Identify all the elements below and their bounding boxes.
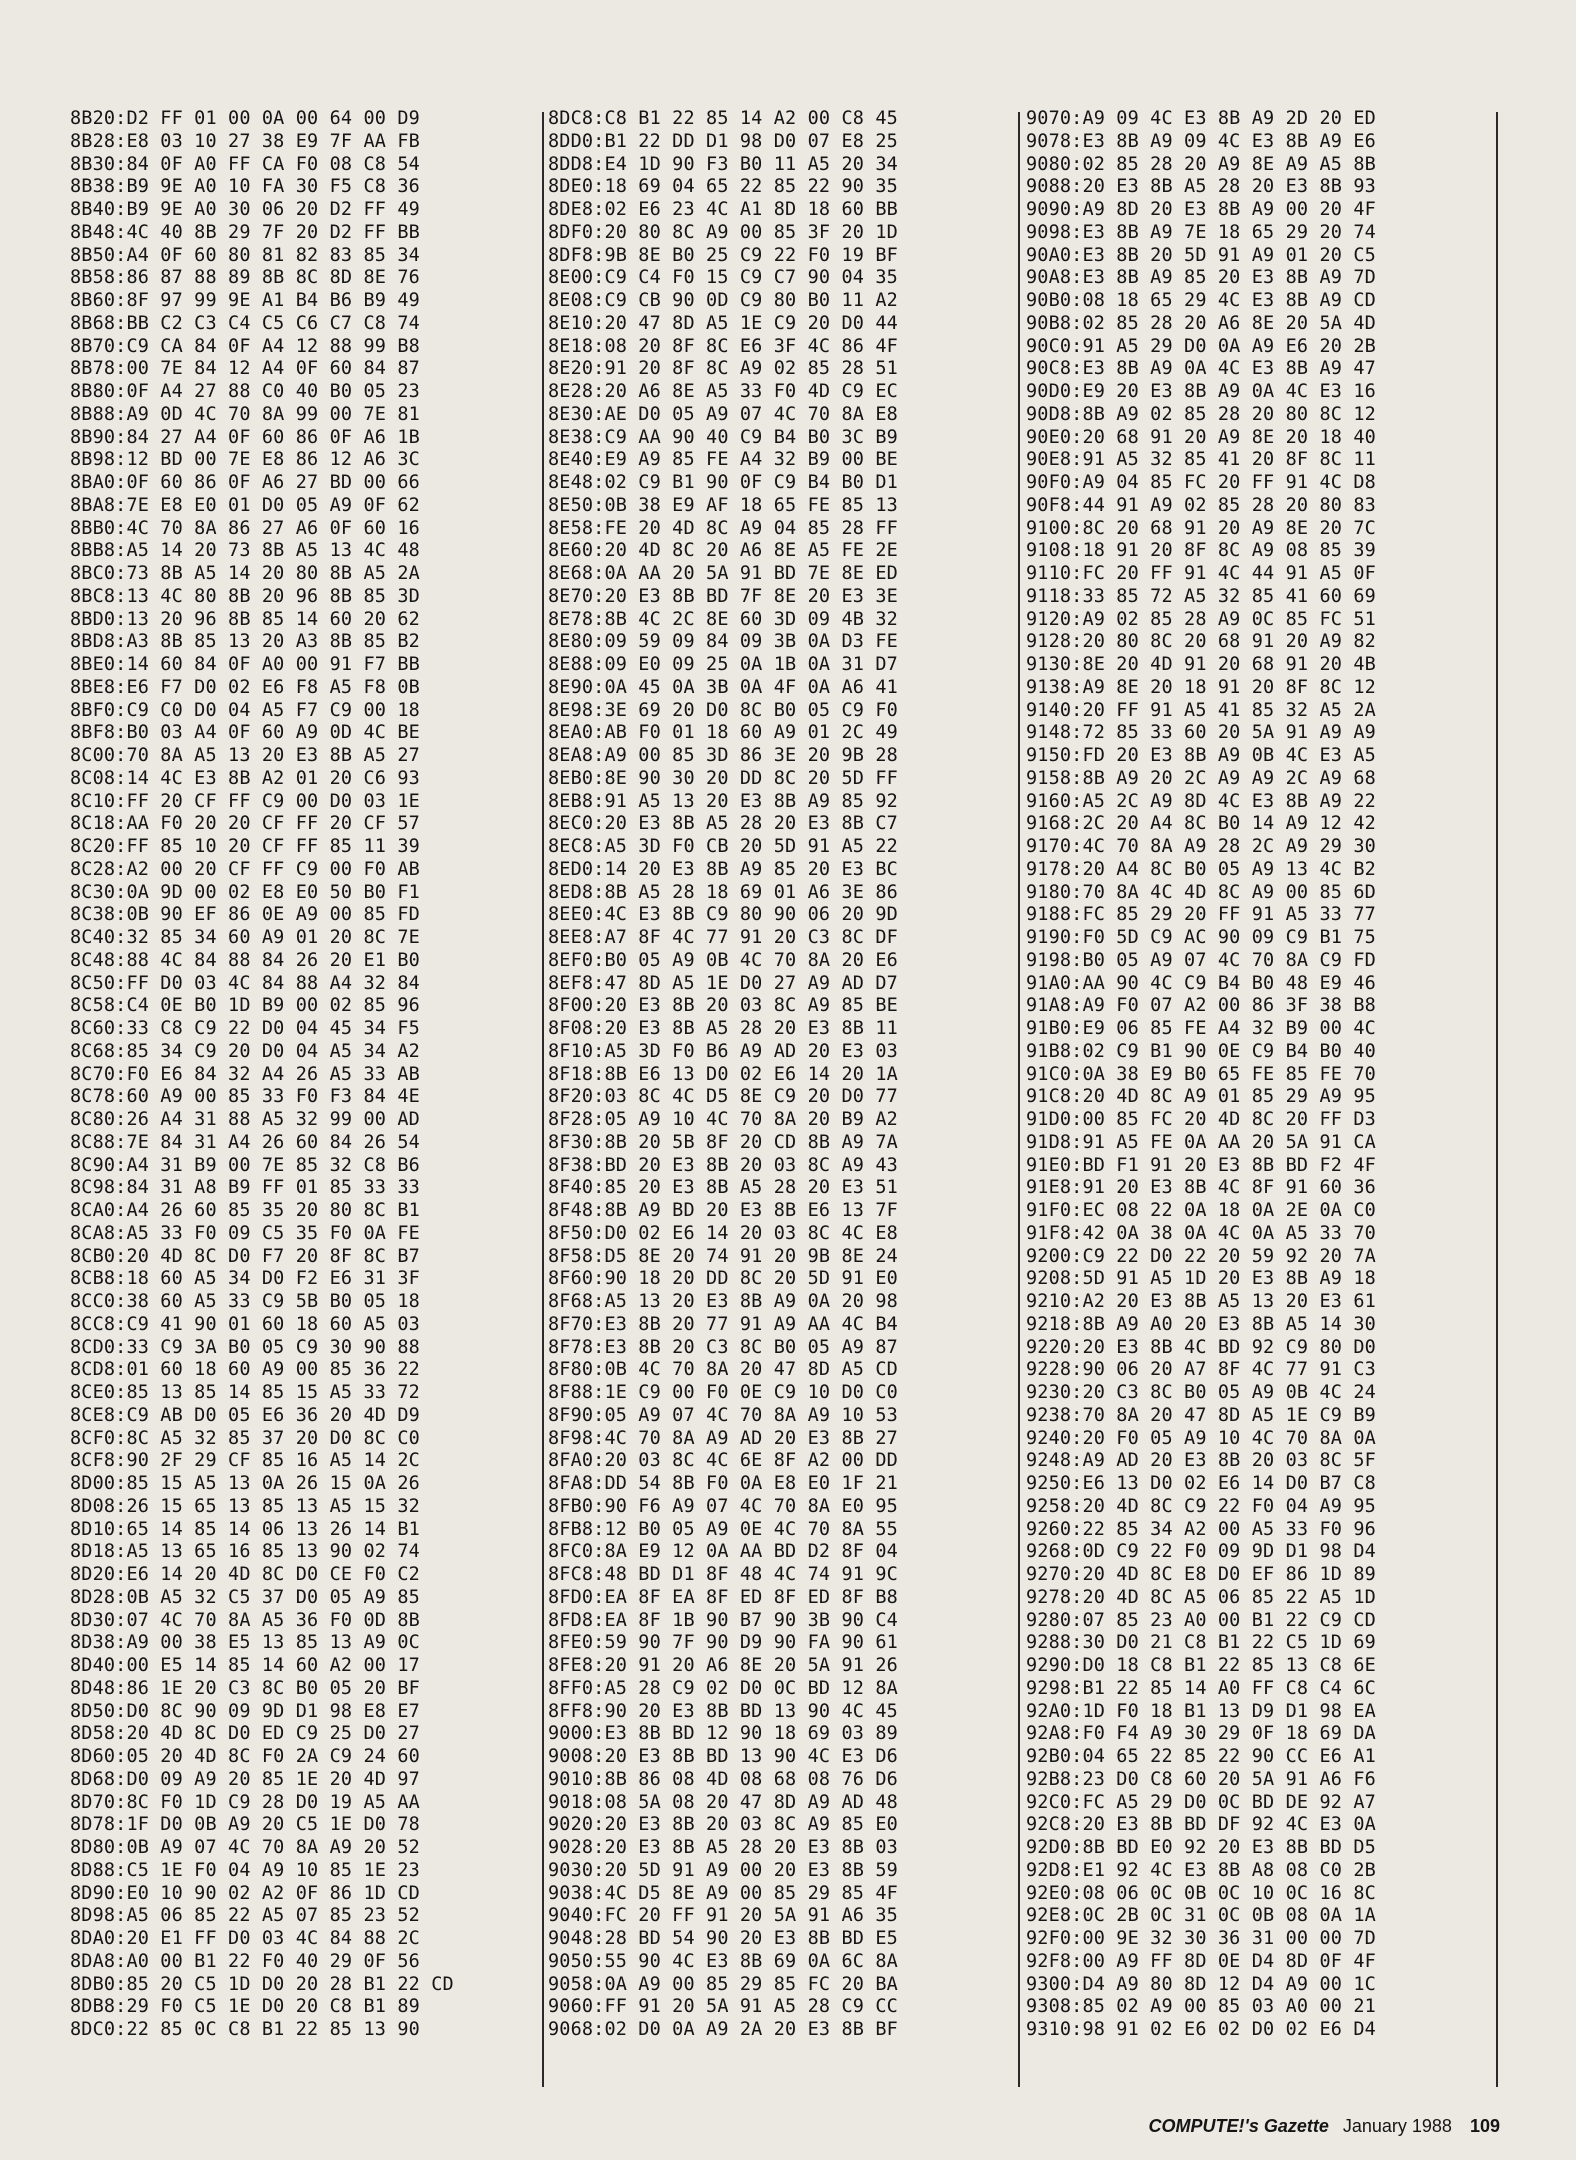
listing-line: 8B70:C9 CA 84 0F A4 12 88 99 B8 (70, 335, 420, 357)
listing-line: 8CE0:85 13 85 14 85 15 A5 33 72 (70, 1382, 420, 1403)
listing-line: 92A8:F0 F4 A9 30 29 0F 18 69 DA (1026, 1723, 1376, 1745)
listing-line: 9218:8B A9 A0 20 E3 8B A5 14 30 (1026, 1313, 1376, 1335)
listing-line: 8E38:C9 AA 90 40 C9 B4 B0 3C B9 (548, 426, 898, 448)
listing-line: 9310:98 91 02 E6 02 D0 02 E6 D4 (1026, 2019, 1376, 2040)
listing-line: 8EF0:B0 05 A9 0B 4C 70 8A 20 E6 (548, 949, 898, 971)
listing-line: 9260:22 85 34 A2 00 A5 33 F0 96 (1026, 1518, 1376, 1540)
listing-line: 8C68:85 34 C9 20 D0 04 A5 34 A2 (70, 1040, 420, 1062)
listing-line: 9120:A9 02 85 28 A9 0C 85 FC 51 (1026, 608, 1376, 630)
listing-line: 8E80:09 59 09 84 09 3B 0A D3 FE (548, 631, 898, 653)
listing-line: 8DA8:A0 00 B1 22 F0 40 29 0F 56 (70, 1950, 420, 1972)
listing-line: 8D80:0B A9 07 4C 70 8A A9 20 52 (70, 1837, 420, 1858)
listing-line: 92A0:1D F0 18 B1 13 D9 D1 98 EA (1026, 1700, 1376, 1722)
listing-line: 8E18:08 20 8F 8C E6 3F 4C 86 4F (548, 335, 898, 357)
listing-line: 9188:FC 85 29 20 FF 91 A5 33 77 (1026, 904, 1376, 926)
listing-line: 8B40:B9 9E A0 30 06 20 D2 FF 49 (70, 199, 420, 220)
listing-line: 8EF8:47 8D A5 1E D0 27 A9 AD D7 (548, 972, 898, 994)
listing-line: 8CA8:A5 33 F0 09 C5 35 F0 0A FE (70, 1222, 420, 1244)
listing-line: 9050:55 90 4C E3 8B 69 0A 6C 8A (548, 1950, 898, 1972)
listing-line: 8C60:33 C8 C9 22 D0 04 45 34 F5 (70, 1018, 420, 1039)
listing-line: 8FB8:12 B0 05 A9 0E 4C 70 8A 55 (548, 1518, 898, 1540)
listing-line: 8DB8:29 F0 C5 1E D0 20 C8 B1 89 (70, 1996, 420, 2018)
listing-line: 9180:70 8A 4C 4D 8C A9 00 85 6D (1026, 881, 1376, 903)
listing-line: 8F68:A5 13 20 E3 8B A9 0A 20 98 (548, 1291, 898, 1312)
column-divider (1018, 112, 1020, 2087)
listing-line: 8DD8:E4 1D 90 F3 B0 11 A5 20 34 (548, 153, 898, 175)
listing-line: 8CB0:20 4D 8C D0 F7 20 8F 8C B7 (70, 1245, 420, 1267)
listing-line: 9300:D4 A9 80 8D 12 D4 A9 00 1C (1026, 1973, 1376, 1995)
listing-line: 8B20:D2 FF 01 00 0A 00 64 00 D9 (70, 108, 420, 129)
listing-line: 91E8:91 20 E3 8B 4C 8F 91 60 36 (1026, 1177, 1376, 1199)
listing-line: 8C00:70 8A A5 13 20 E3 8B A5 27 (70, 745, 420, 766)
listing-line: 8EE8:A7 8F 4C 77 91 20 C3 8C DF (548, 927, 898, 948)
listing-line: 8CF0:8C A5 32 85 37 20 D0 8C C0 (70, 1427, 420, 1449)
listing-line: 8FF0:A5 28 C9 02 D0 0C BD 12 8A (548, 1677, 898, 1699)
listing-line: 9080:02 85 28 20 A9 8E A9 A5 8B (1026, 153, 1376, 175)
listing-line: 90D0:E9 20 E3 8B A9 0A 4C E3 16 (1026, 381, 1376, 402)
listing-line: 8EC0:20 E3 8B A5 28 20 E3 8B C7 (548, 813, 898, 835)
listing-line: 8BE0:14 60 84 0F A0 00 91 F7 BB (70, 654, 420, 675)
listing-line: 9068:02 D0 0A A9 2A 20 E3 8B BF (548, 2019, 898, 2040)
listing-line: 92B8:23 D0 C8 60 20 5A 91 A6 F6 (1026, 1768, 1376, 1790)
listing-line: 9090:A9 8D 20 E3 8B A9 00 20 4F (1026, 199, 1376, 220)
listing-line: 8BA0:0F 60 86 0F A6 27 BD 00 66 (70, 472, 420, 493)
listing-line: 8F38:BD 20 E3 8B 20 03 8C A9 43 (548, 1154, 898, 1176)
listing-line: 92E8:0C 2B 0C 31 0C 0B 08 0A 1A (1026, 1905, 1376, 1927)
listing-line: 9190:F0 5D C9 AC 90 09 C9 B1 75 (1026, 927, 1376, 948)
listing-line: 9058:0A A9 00 85 29 85 FC 20 BA (548, 1973, 898, 1995)
listing-line: 8F98:4C 70 8A A9 AD 20 E3 8B 27 (548, 1427, 898, 1449)
listing-line: 8EC8:A5 3D F0 CB 20 5D 91 A5 22 (548, 836, 898, 857)
listing-line: 8EB0:8E 90 30 20 DD 8C 20 5D FF (548, 767, 898, 789)
listing-line: 8D58:20 4D 8C D0 ED C9 25 D0 27 (70, 1723, 420, 1745)
listing-line: 8E10:20 47 8D A5 1E C9 20 D0 44 (548, 312, 898, 334)
listing-line: 9158:8B A9 20 2C A9 A9 2C A9 68 (1026, 767, 1376, 789)
listing-line: 8C78:60 A9 00 85 33 F0 F3 84 4E (70, 1086, 420, 1108)
listing-line: 9148:72 85 33 60 20 5A 91 A9 A9 (1026, 722, 1376, 744)
listing-line: 8E48:02 C9 B1 90 0F C9 B4 B0 D1 (548, 472, 898, 493)
listing-line: 8F88:1E C9 00 F0 0E C9 10 D0 C0 (548, 1382, 898, 1403)
listing-line: 92C0:FC A5 29 D0 0C BD DE 92 A7 (1026, 1791, 1376, 1813)
listing-line: 8EA8:A9 00 85 3D 86 3E 20 9B 28 (548, 745, 898, 766)
listing-line: 8E40:E9 A9 85 FE A4 32 B9 00 BE (548, 449, 898, 471)
listing-line: 8DE0:18 69 04 65 22 85 22 90 35 (548, 176, 898, 198)
listing-line: 92E0:08 06 0C 0B 0C 10 0C 16 8C (1026, 1882, 1376, 1904)
listing-line: 9140:20 FF 91 A5 41 85 32 A5 2A (1026, 699, 1376, 721)
listing-line: 8E70:20 E3 8B BD 7F 8E 20 E3 3E (548, 585, 898, 607)
listing-line: 8C70:F0 E6 84 32 A4 26 A5 33 AB (70, 1063, 420, 1085)
listing-line: 9118:33 85 72 A5 32 85 41 60 69 (1026, 585, 1376, 607)
listing-line: 91B8:02 C9 B1 90 0E C9 B4 B0 40 (1026, 1040, 1376, 1062)
listing-line: 8D00:85 15 A5 13 0A 26 15 0A 26 (70, 1473, 420, 1494)
listing-line: 8BB8:A5 14 20 73 8B A5 13 4C 48 (70, 540, 420, 562)
listing-line: 8CB8:18 60 A5 34 D0 F2 E6 31 3F (70, 1268, 420, 1290)
listing-line: 9178:20 A4 8C B0 05 A9 13 4C B2 (1026, 858, 1376, 880)
listing-line: 8FB0:90 F6 A9 07 4C 70 8A E0 95 (548, 1495, 898, 1517)
listing-line: 9290:D0 18 C8 B1 22 85 13 C8 6E (1026, 1655, 1376, 1676)
listing-line: 8F60:90 18 20 DD 8C 20 5D 91 E0 (548, 1268, 898, 1290)
listing-line: 8E98:3E 69 20 D0 8C B0 05 C9 F0 (548, 699, 898, 721)
listing-line: 9230:20 C3 8C B0 05 A9 0B 4C 24 (1026, 1382, 1376, 1403)
listing-line: 8BC8:13 4C 80 8B 20 96 8B 85 3D (70, 585, 420, 607)
listing-line: 9258:20 4D 8C C9 22 F0 04 A9 95 (1026, 1495, 1376, 1517)
listing-line: 8F18:8B E6 13 D0 02 E6 14 20 1A (548, 1063, 898, 1085)
listing-line: 8FC0:8A E9 12 0A AA BD D2 8F 04 (548, 1541, 898, 1563)
listing-line: 8BB0:4C 70 8A 86 27 A6 0F 60 16 (70, 517, 420, 539)
listing-line: 8C30:0A 9D 00 02 E8 E0 50 B0 F1 (70, 881, 420, 903)
listing-column-1 (70, 108, 540, 2088)
listing-line: 9138:A9 8E 20 18 91 20 8F 8C 12 (1026, 676, 1376, 698)
listing-line: 90E0:20 68 91 20 A9 8E 20 18 40 (1026, 426, 1376, 448)
listing-line: 8FE8:20 91 20 A6 8E 20 5A 91 26 (548, 1655, 898, 1676)
listing-line: 8DA0:20 E1 FF D0 03 4C 84 88 2C (70, 1928, 420, 1949)
listing-line: 8BD0:13 20 96 8B 85 14 60 20 62 (70, 608, 420, 630)
issue-date: January 1988 (1342, 2116, 1452, 2136)
listing-line: 9250:E6 13 D0 02 E6 14 D0 B7 C8 (1026, 1473, 1376, 1494)
listing-line: 8B80:0F A4 27 88 C0 40 B0 05 23 (70, 381, 420, 402)
listing-line: 8B50:A4 0F 60 80 81 82 83 85 34 (70, 244, 420, 266)
listing-line: 90B0:08 18 65 29 4C E3 8B A9 CD (1026, 290, 1376, 311)
listing-line: 9240:20 F0 05 A9 10 4C 70 8A 0A (1026, 1427, 1376, 1449)
listing-line: 8D50:D0 8C 90 09 9D D1 98 E8 E7 (70, 1700, 420, 1722)
listing-line: 90A8:E3 8B A9 85 20 E3 8B A9 7D (1026, 267, 1376, 289)
listing-line: 91F8:42 0A 38 0A 4C 0A A5 33 70 (1026, 1222, 1376, 1244)
listing-line: 8B98:12 BD 00 7E E8 86 12 A6 3C (70, 449, 420, 471)
listing-line: 8D90:E0 10 90 02 A2 0F 86 1D CD (70, 1882, 420, 1904)
listing-column-3 (1026, 108, 1496, 2088)
listing-line: 8C28:A2 00 20 CF FF C9 00 F0 AB (70, 858, 420, 880)
listing-line: 8F10:A5 3D F0 B6 A9 AD 20 E3 03 (548, 1040, 898, 1062)
listing-line: 9150:FD 20 E3 8B A9 0B 4C E3 A5 (1026, 745, 1376, 766)
listing-line: 90E8:91 A5 32 85 41 20 8F 8C 11 (1026, 449, 1376, 471)
listing-line: 8C48:88 4C 84 88 84 26 20 E1 B0 (70, 949, 420, 971)
listing-line: 8D60:05 20 4D 8C F0 2A C9 24 60 (70, 1746, 420, 1767)
listing-line: 8F50:D0 02 E6 14 20 03 8C 4C E8 (548, 1222, 898, 1244)
listing-line: 9008:20 E3 8B BD 13 90 4C E3 D6 (548, 1746, 898, 1767)
listing-line: 9298:B1 22 85 14 A0 FF C8 C4 6C (1026, 1677, 1376, 1699)
listing-line: 8B78:00 7E 84 12 A4 0F 60 84 87 (70, 358, 420, 380)
listing-line: 8F20:03 8C 4C D5 8E C9 20 D0 77 (548, 1086, 898, 1108)
listing-line: 91F0:EC 08 22 0A 18 0A 2E 0A C0 (1026, 1200, 1376, 1221)
listing-line: 9098:E3 8B A9 7E 18 65 29 20 74 (1026, 221, 1376, 243)
listing-line: 8BF8:B0 03 A4 0F 60 A9 0D 4C BE (70, 722, 420, 744)
listing-line: 8DF8:9B 8E B0 25 C9 22 F0 19 BF (548, 244, 898, 266)
listing-line: 8B30:84 0F A0 FF CA F0 08 C8 54 (70, 153, 420, 175)
listing-line: 8B38:B9 9E A0 10 FA 30 F5 C8 36 (70, 176, 420, 198)
listing-line: 8B60:8F 97 99 9E A1 B4 B6 B9 49 (70, 290, 420, 311)
listing-line: 8C40:32 85 34 60 A9 01 20 8C 7E (70, 927, 420, 948)
listing-line: 9010:8B 86 08 4D 08 68 08 76 D6 (548, 1768, 898, 1790)
listing-line: 8BF0:C9 C0 D0 04 A5 F7 C9 00 18 (70, 699, 420, 721)
listing-line: 8CD8:01 60 18 60 A9 00 85 36 22 (70, 1359, 420, 1381)
listing-line: 92F8:00 A9 FF 8D 0E D4 8D 0F 4F (1026, 1950, 1376, 1972)
listing-line: 8D18:A5 13 65 16 85 13 90 02 74 (70, 1541, 420, 1563)
listing-line: 8D20:E6 14 20 4D 8C D0 CE F0 C2 (70, 1564, 420, 1585)
listing-line: 8FC8:48 BD D1 8F 48 4C 74 91 9C (548, 1564, 898, 1585)
listing-line: 9000:E3 8B BD 12 90 18 69 03 89 (548, 1723, 898, 1745)
listing-line: 9028:20 E3 8B A5 28 20 E3 8B 03 (548, 1837, 898, 1858)
listing-line: 8F90:05 A9 07 4C 70 8A A9 10 53 (548, 1404, 898, 1426)
listing-line: 8D98:A5 06 85 22 A5 07 85 23 52 (70, 1905, 420, 1927)
listing-line: 9040:FC 20 FF 91 20 5A 91 A6 35 (548, 1905, 898, 1927)
listing-line: 8F08:20 E3 8B A5 28 20 E3 8B 11 (548, 1018, 898, 1039)
listing-line: 90C0:91 A5 29 D0 0A A9 E6 20 2B (1026, 335, 1376, 357)
listing-line: 8C98:84 31 A8 B9 FF 01 85 33 33 (70, 1177, 420, 1199)
listing-line: 8D78:1F D0 0B A9 20 C5 1E D0 78 (70, 1814, 420, 1836)
listing-line: 91D8:91 A5 FE 0A AA 20 5A 91 CA (1026, 1131, 1376, 1153)
listing-line: 91A0:AA 90 4C C9 B4 B0 48 E9 46 (1026, 972, 1376, 994)
listing-line: 9038:4C D5 8E A9 00 85 29 85 4F (548, 1882, 898, 1904)
listing-line: 9210:A2 20 E3 8B A5 13 20 E3 61 (1026, 1291, 1376, 1312)
listing-line: 9100:8C 20 68 91 20 A9 8E 20 7C (1026, 517, 1376, 539)
listing-line: 8E88:09 E0 09 25 0A 1B 0A 31 D7 (548, 654, 898, 675)
listing-line: 9110:FC 20 FF 91 4C 44 91 A5 0F (1026, 563, 1376, 584)
listing-line: 8C90:A4 31 B9 00 7E 85 32 C8 B6 (70, 1154, 420, 1176)
listing-line: 90B8:02 85 28 20 A6 8E 20 5A 4D (1026, 312, 1376, 334)
listing-line: 8D88:C5 1E F0 04 A9 10 85 1E 23 (70, 1859, 420, 1881)
listing-line: 8C18:AA F0 20 20 CF FF 20 CF 57 (70, 813, 420, 835)
listing-line: 8D48:86 1E 20 C3 8C B0 05 20 BF (70, 1677, 420, 1699)
page-number: 109 (1469, 2116, 1500, 2136)
listing-line: 8D10:65 14 85 14 06 13 26 14 B1 (70, 1518, 420, 1540)
listing-line: 92D8:E1 92 4C E3 8B A8 08 C0 2B (1026, 1859, 1376, 1881)
listing-line: 8BA8:7E E8 E0 01 D0 05 A9 0F 62 (70, 494, 420, 516)
listing-line: 8D70:8C F0 1D C9 28 D0 19 A5 AA (70, 1791, 420, 1813)
column-divider (542, 112, 544, 2087)
listing-line: 8F30:8B 20 5B 8F 20 CD 8B A9 7A (548, 1131, 898, 1153)
listing-line: 8E90:0A 45 0A 3B 0A 4F 0A A6 41 (548, 676, 898, 698)
listing-line: 9108:18 91 20 8F 8C A9 08 85 39 (1026, 540, 1376, 562)
listing-line: 9278:20 4D 8C A5 06 85 22 A5 1D (1026, 1586, 1376, 1608)
listing-line: 8C20:FF 85 10 20 CF FF 85 11 39 (70, 836, 420, 857)
listing-line: 92C8:20 E3 8B BD DF 92 4C E3 0A (1026, 1814, 1376, 1836)
listing-line: 90D8:8B A9 02 85 28 20 80 8C 12 (1026, 403, 1376, 425)
listing-line: 8DC0:22 85 0C C8 B1 22 85 13 90 (70, 2019, 420, 2040)
listing-line: 8D38:A9 00 38 E5 13 85 13 A9 0C (70, 1632, 420, 1654)
listing-line: 91B0:E9 06 85 FE A4 32 B9 00 4C (1026, 1018, 1376, 1039)
listing-line: 92D0:8B BD E0 92 20 E3 8B BD D5 (1026, 1837, 1376, 1858)
listing-line: 8B28:E8 03 10 27 38 E9 7F AA FB (70, 130, 420, 152)
listing-line: 90C8:E3 8B A9 0A 4C E3 8B A9 47 (1026, 358, 1376, 380)
listing-line: 91C0:0A 38 E9 B0 65 FE 85 FE 70 (1026, 1063, 1376, 1085)
listing-line: 8FD0:EA 8F EA 8F ED 8F ED 8F B8 (548, 1586, 898, 1608)
listing-line: 9198:B0 05 A9 07 4C 70 8A C9 FD (1026, 949, 1376, 971)
listing-column-2 (548, 108, 1018, 2088)
listing-line: 8D68:D0 09 A9 20 85 1E 20 4D 97 (70, 1768, 420, 1790)
listing-line: 9288:30 D0 21 C8 B1 22 C5 1D 69 (1026, 1632, 1376, 1654)
listing-line: 8F00:20 E3 8B 20 03 8C A9 85 BE (548, 995, 898, 1017)
listing-line: 8CC8:C9 41 90 01 60 18 60 A5 03 (70, 1313, 420, 1335)
listing-line: 8ED0:14 20 E3 8B A9 85 20 E3 BC (548, 858, 898, 880)
listing-line: 8E50:0B 38 E9 AF 18 65 FE 85 13 (548, 494, 898, 516)
listing-line: 8B90:84 27 A4 0F 60 86 0F A6 1B (70, 426, 420, 448)
listing-line: 8FE0:59 90 7F 90 D9 90 FA 90 61 (548, 1632, 898, 1654)
listing-line: 9280:07 85 23 A0 00 B1 22 C9 CD (1026, 1609, 1376, 1631)
listing-line: 9018:08 5A 08 20 47 8D A9 AD 48 (548, 1791, 898, 1813)
magazine-title: COMPUTE!'s Gazette (1148, 2116, 1329, 2136)
listing-line: 8DB0:85 20 C5 1D D0 20 28 B1 22 CD (70, 1973, 454, 1995)
listing-line: 8F80:0B 4C 70 8A 20 47 8D A5 CD (548, 1359, 898, 1381)
listing-line: 9238:70 8A 20 47 8D A5 1E C9 B9 (1026, 1404, 1376, 1426)
listing-line: 8DE8:02 E6 23 4C A1 8D 18 60 BB (548, 199, 898, 220)
listing-line: 8C08:14 4C E3 8B A2 01 20 C6 93 (70, 767, 420, 789)
listing-line: 9308:85 02 A9 00 85 03 A0 00 21 (1026, 1996, 1376, 2018)
listing-line: 8C88:7E 84 31 A4 26 60 84 26 54 (70, 1131, 420, 1153)
listing-line: 8B88:A9 0D 4C 70 8A 99 00 7E 81 (70, 403, 420, 425)
listing-line: 8CF8:90 2F 29 CF 85 16 A5 14 2C (70, 1450, 420, 1472)
listing-line: 8F28:05 A9 10 4C 70 8A 20 B9 A2 (548, 1109, 898, 1130)
listing-line: 8EA0:AB F0 01 18 60 A9 01 2C 49 (548, 722, 898, 744)
listing-line: 91A8:A9 F0 07 A2 00 86 3F 38 B8 (1026, 995, 1376, 1017)
listing-line: 9078:E3 8B A9 09 4C E3 8B A9 E6 (1026, 130, 1376, 152)
listing-line: 8ED8:8B A5 28 18 69 01 A6 3E 86 (548, 881, 898, 903)
listing-line: 8DC8:C8 B1 22 85 14 A2 00 C8 45 (548, 108, 898, 129)
listing-line: 8C10:FF 20 CF FF C9 00 D0 03 1E (70, 790, 420, 812)
listing-line: 8CC0:38 60 A5 33 C9 5B B0 05 18 (70, 1291, 420, 1312)
listing-line: 8FA0:20 03 8C 4C 6E 8F A2 00 DD (548, 1450, 898, 1472)
listing-line: 9208:5D 91 A5 1D 20 E3 8B A9 18 (1026, 1268, 1376, 1290)
listing-line: 9200:C9 22 D0 22 20 59 92 20 7A (1026, 1245, 1376, 1267)
listing-line: 8CD0:33 C9 3A B0 05 C9 30 90 88 (70, 1336, 420, 1358)
listing-line: 9170:4C 70 8A A9 28 2C A9 29 30 (1026, 836, 1376, 857)
listing-line: 9030:20 5D 91 A9 00 20 E3 8B 59 (548, 1859, 898, 1881)
listing-line: 92F0:00 9E 32 30 36 31 00 00 7D (1026, 1928, 1376, 1949)
listing-line: 9060:FF 91 20 5A 91 A5 28 C9 CC (548, 1996, 898, 2018)
listing-line: 8E68:0A AA 20 5A 91 BD 7E 8E ED (548, 563, 898, 584)
page-footer (1020, 2110, 1500, 2142)
listing-line: 91E0:BD F1 91 20 E3 8B BD F2 4F (1026, 1154, 1376, 1176)
listing-line: 8C58:C4 0E B0 1D B9 00 02 85 96 (70, 995, 420, 1017)
listing-line: 8B48:4C 40 8B 29 7F 20 D2 FF BB (70, 221, 420, 243)
listing-line: 8E08:C9 CB 90 0D C9 80 B0 11 A2 (548, 290, 898, 311)
listing-line: 8E60:20 4D 8C 20 A6 8E A5 FE 2E (548, 540, 898, 562)
listing-line: 9128:20 80 8C 20 68 91 20 A9 82 (1026, 631, 1376, 653)
listing-line: 9248:A9 AD 20 E3 8B 20 03 8C 5F (1026, 1450, 1376, 1472)
column-divider (1496, 112, 1498, 2087)
listing-line: 8D28:0B A5 32 C5 37 D0 05 A9 85 (70, 1586, 420, 1608)
listing-line: 9160:A5 2C A9 8D 4C E3 8B A9 22 (1026, 790, 1376, 812)
listing-line: 9220:20 E3 8B 4C BD 92 C9 80 D0 (1026, 1336, 1376, 1358)
listing-line: 91C8:20 4D 8C A9 01 85 29 A9 95 (1026, 1086, 1376, 1108)
listing-line: 8BD8:A3 8B 85 13 20 A3 8B 85 B2 (70, 631, 420, 653)
listing-line: 8D30:07 4C 70 8A A5 36 F0 0D 8B (70, 1609, 420, 1631)
listing-line: 8BE8:E6 F7 D0 02 E6 F8 A5 F8 0B (70, 676, 420, 698)
listing-line: 8F70:E3 8B 20 77 91 A9 AA 4C B4 (548, 1313, 898, 1335)
listing-line: 8C38:0B 90 EF 86 0E A9 00 85 FD (70, 904, 420, 926)
listing-line: 9228:90 06 20 A7 8F 4C 77 91 C3 (1026, 1359, 1376, 1381)
listing-line: 90A0:E3 8B 20 5D 91 A9 01 20 C5 (1026, 244, 1376, 266)
listing-line: 9020:20 E3 8B 20 03 8C A9 85 E0 (548, 1814, 898, 1836)
listing-line: 8C50:FF D0 03 4C 84 88 A4 32 84 (70, 972, 420, 994)
listing-line: 8BC0:73 8B A5 14 20 80 8B A5 2A (70, 563, 420, 584)
listing-line: 9270:20 4D 8C E8 D0 EF 86 1D 89 (1026, 1564, 1376, 1585)
listing-line: 8FF8:90 20 E3 8B BD 13 90 4C 45 (548, 1700, 898, 1722)
listing-line: 9268:0D C9 22 F0 09 9D D1 98 D4 (1026, 1541, 1376, 1563)
listing-line: 9070:A9 09 4C E3 8B A9 2D 20 ED (1026, 108, 1376, 129)
listing-line: 8E28:20 A6 8E A5 33 F0 4D C9 EC (548, 381, 898, 402)
listing-line: 90F0:A9 04 85 FC 20 FF 91 4C D8 (1026, 472, 1376, 493)
listing-line: 8EB8:91 A5 13 20 E3 8B A9 85 92 (548, 790, 898, 812)
listing-line: 92B0:04 65 22 85 22 90 CC E6 A1 (1026, 1746, 1376, 1767)
listing-line: 8DF0:20 80 8C A9 00 85 3F 20 1D (548, 221, 898, 243)
listing-line: 91D0:00 85 FC 20 4D 8C 20 FF D3 (1026, 1109, 1376, 1130)
listing-line: 8F78:E3 8B 20 C3 8C B0 05 A9 87 (548, 1336, 898, 1358)
listing-line: 8EE0:4C E3 8B C9 80 90 06 20 9D (548, 904, 898, 926)
listing-line: 8F48:8B A9 BD 20 E3 8B E6 13 7F (548, 1200, 898, 1221)
listing-line: 8B68:BB C2 C3 C4 C5 C6 C7 C8 74 (70, 312, 420, 334)
listing-line: 8D40:00 E5 14 85 14 60 A2 00 17 (70, 1655, 420, 1676)
listing-line: 8DD0:B1 22 DD D1 98 D0 07 E8 25 (548, 130, 898, 152)
listing-line: 8FD8:EA 8F 1B 90 B7 90 3B 90 C4 (548, 1609, 898, 1631)
listing-line: 8F58:D5 8E 20 74 91 20 9B 8E 24 (548, 1245, 898, 1267)
listing-line: 8FA8:DD 54 8B F0 0A E8 E0 1F 21 (548, 1473, 898, 1494)
listing-line: 8D08:26 15 65 13 85 13 A5 15 32 (70, 1495, 420, 1517)
listing-line: 8F40:85 20 E3 8B A5 28 20 E3 51 (548, 1177, 898, 1199)
listing-line: 9088:20 E3 8B A5 28 20 E3 8B 93 (1026, 176, 1376, 198)
listing-line: 9048:28 BD 54 90 20 E3 8B BD E5 (548, 1928, 898, 1949)
listing-line: 8CA0:A4 26 60 85 35 20 80 8C B1 (70, 1200, 420, 1221)
listing-line: 8B58:86 87 88 89 8B 8C 8D 8E 76 (70, 267, 420, 289)
listing-line: 8E00:C9 C4 F0 15 C9 C7 90 04 35 (548, 267, 898, 289)
listing-line: 8C80:26 A4 31 88 A5 32 99 00 AD (70, 1109, 420, 1130)
listing-line: 90F8:44 91 A9 02 85 28 20 80 83 (1026, 494, 1376, 516)
listing-line: 8E30:AE D0 05 A9 07 4C 70 8A E8 (548, 403, 898, 425)
listing-line: 8E78:8B 4C 2C 8E 60 3D 09 4B 32 (548, 608, 898, 630)
listing-line: 9130:8E 20 4D 91 20 68 91 20 4B (1026, 654, 1376, 675)
listing-line: 9168:2C 20 A4 8C B0 14 A9 12 42 (1026, 813, 1376, 835)
listing-line: 8E20:91 20 8F 8C A9 02 85 28 51 (548, 358, 898, 380)
listing-line: 8E58:FE 20 4D 8C A9 04 85 28 FF (548, 517, 898, 539)
listing-line: 8CE8:C9 AB D0 05 E6 36 20 4D D9 (70, 1404, 420, 1426)
